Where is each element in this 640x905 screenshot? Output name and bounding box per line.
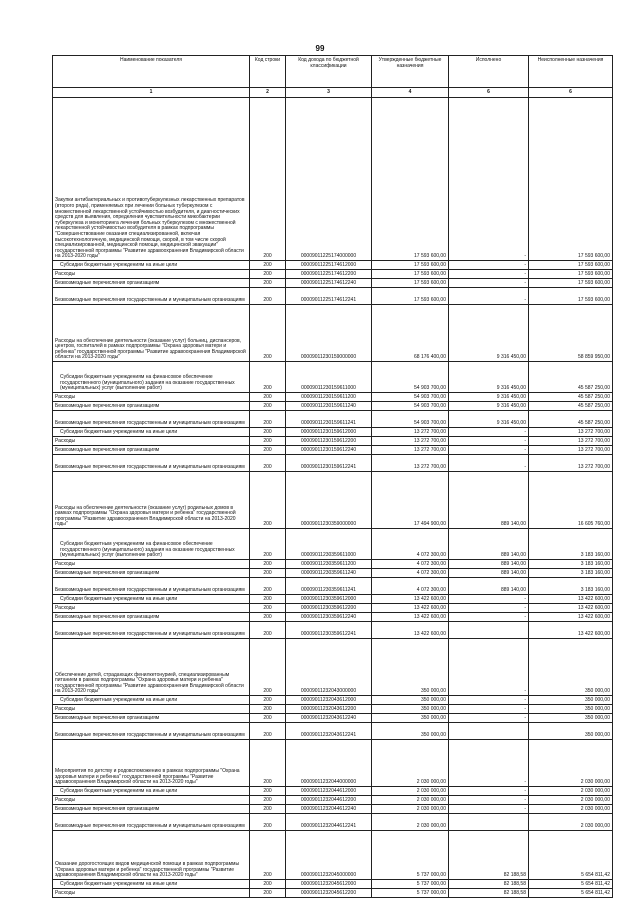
budget-code-cell: 00009011225174000000 [286, 98, 372, 261]
unexecuted-amount-cell: 5 654 811,42 [529, 831, 613, 880]
indicator-name-cell: Расходы [53, 705, 250, 714]
line-code-cell: 200 [250, 288, 286, 305]
table-row [53, 696, 613, 705]
indicator-name-cell: Расходы [53, 796, 250, 805]
line-code-cell: 200 [250, 437, 286, 446]
executed-amount-cell: - [449, 437, 529, 446]
approved-amount-cell: 17 593 600,00 [372, 261, 449, 270]
approved-amount-cell: 13 422 600,00 [372, 595, 449, 604]
table-row [53, 529, 613, 560]
unexecuted-amount-cell: 13 272 700,00 [529, 437, 613, 446]
budget-execution-table [52, 55, 613, 898]
indicator-name-cell: Безвозмездные перечисления государственным и муниципальным организациям [53, 723, 250, 740]
line-code-cell: 200 [250, 889, 286, 898]
line-code-cell: 200 [250, 446, 286, 455]
executed-amount-cell: 889 140,00 [449, 560, 529, 569]
unexecuted-amount-cell: 45 587 250,00 [529, 402, 613, 411]
indicator-name-cell: Безвозмездные перечисления организациям [53, 402, 250, 411]
table-row [53, 569, 613, 578]
line-code-cell: 200 [250, 714, 286, 723]
line-code-cell: 200 [250, 393, 286, 402]
unexecuted-amount-cell: 17 593 600,00 [529, 288, 613, 305]
budget-code-cell: 00009011230359612240 [286, 613, 372, 622]
approved-amount-cell: 13 272 700,00 [372, 455, 449, 472]
column-number: 2 [250, 88, 286, 98]
line-code-cell: 200 [250, 560, 286, 569]
indicator-name-cell: Безвозмездные перечисления государственным и муниципальным организациям [53, 411, 250, 428]
indicator-name-cell: Безвозмездные перечисления государственным и муниципальным организациям [53, 622, 250, 639]
table-row [53, 787, 613, 796]
indicator-name-cell: Расходы [53, 270, 250, 279]
executed-amount-cell: - [449, 455, 529, 472]
executed-amount-cell: - [449, 595, 529, 604]
unexecuted-amount-cell: 2 030 000,00 [529, 814, 613, 831]
unexecuted-amount-cell: 3 183 160,00 [529, 560, 613, 569]
table-row [53, 261, 613, 270]
unexecuted-amount-cell: 13 272 700,00 [529, 428, 613, 437]
line-code-cell: 200 [250, 98, 286, 261]
budget-code-cell: 00009011232044612241 [286, 814, 372, 831]
unexecuted-amount-cell: 5 654 811,42 [529, 889, 613, 898]
budget-code-cell: 00009011230159611241 [286, 411, 372, 428]
approved-amount-cell: 17 593 600,00 [372, 288, 449, 305]
budget-code-cell: 00009011230359612200 [286, 604, 372, 613]
executed-amount-cell: 9 316 450,00 [449, 305, 529, 362]
column-number: 6 [449, 88, 529, 98]
indicator-name-cell: Обеспечение детей, страдающих фенилкетонурией, специализированным питанием в рамках подпрограммы "Охрана здоровья матери и ребенка" государственной программы "Развитие здравоохранения Владимирской области на 2013-2020 годы" [53, 639, 250, 696]
table-row [53, 604, 613, 613]
approved-amount-cell: 54 903 700,00 [372, 362, 449, 393]
table-header-row [53, 56, 613, 88]
indicator-name-cell: Расходы [53, 560, 250, 569]
indicator-name-cell: Субсидии бюджетным учреждениям на иные цели [53, 428, 250, 437]
table-row [53, 880, 613, 889]
executed-amount-cell: 9 316 450,00 [449, 362, 529, 393]
table-row [53, 740, 613, 787]
budget-code-cell: 00009011225174612240 [286, 279, 372, 288]
unexecuted-amount-cell: 350 000,00 [529, 714, 613, 723]
executed-amount-cell [449, 814, 529, 831]
unexecuted-amount-cell: 16 605 760,00 [529, 472, 613, 529]
executed-amount-cell: 889 140,00 [449, 569, 529, 578]
budget-code-cell: 00009011225174612000 [286, 261, 372, 270]
unexecuted-amount-cell: 2 030 000,00 [529, 796, 613, 805]
line-code-cell: 200 [250, 639, 286, 696]
indicator-name-cell: Расходы на обеспечение деятельности (оказание услуг) родильных домов в рамках подпрограммы "Охрана здоровья матери и ребенка" государственной программы "Развитие здравоохранения Владимирской области на 2013-2020 годы" [53, 472, 250, 529]
indicator-name-cell: Безвозмездные перечисления государственным и муниципальным организациям [53, 814, 250, 831]
line-code-cell: 200 [250, 622, 286, 639]
line-code-cell: 200 [250, 740, 286, 787]
budget-code-cell: 00009011230359000000 [286, 472, 372, 529]
table-row [53, 362, 613, 393]
page-number: 99 [315, 44, 325, 53]
approved-amount-cell: 17 593 600,00 [372, 98, 449, 261]
table-row [53, 723, 613, 740]
executed-amount-cell: - [449, 805, 529, 814]
budget-code-cell: 00009011230159611240 [286, 402, 372, 411]
executed-amount-cell: - [449, 787, 529, 796]
executed-amount-cell: - [449, 288, 529, 305]
table-row [53, 393, 613, 402]
approved-amount-cell: 13 422 600,00 [372, 622, 449, 639]
line-code-cell: 200 [250, 696, 286, 705]
approved-amount-cell: 54 903 700,00 [372, 411, 449, 428]
header-budget-code: Код дохода по бюджетной классификации [286, 56, 372, 88]
table-row [53, 805, 613, 814]
budget-code-cell: 00009011232043000000 [286, 639, 372, 696]
approved-amount-cell: 350 000,00 [372, 723, 449, 740]
indicator-name-cell: Субсидии бюджетным учреждениям на иные цели [53, 880, 250, 889]
budget-code-cell: 00009011225174612200 [286, 270, 372, 279]
indicator-name-cell: Субсидии бюджетным учреждениям на финансовое обеспечение государственного (муниципального) задания на оказание государственных (муниципальных) услуг (выполнение работ) [53, 529, 250, 560]
approved-amount-cell: 2 030 000,00 [372, 814, 449, 831]
unexecuted-amount-cell: 58 859 950,00 [529, 305, 613, 362]
budget-code-cell: 00009011230159612200 [286, 437, 372, 446]
header-approved: Утвержденные бюджетные назначения [372, 56, 449, 88]
budget-code-cell: 00009011230159612241 [286, 455, 372, 472]
approved-amount-cell: 4 072 300,00 [372, 529, 449, 560]
executed-amount-cell: 889 140,00 [449, 529, 529, 560]
approved-amount-cell: 4 072 300,00 [372, 569, 449, 578]
budget-code-cell: 00009011230159612000 [286, 428, 372, 437]
approved-amount-cell: 2 030 000,00 [372, 805, 449, 814]
approved-amount-cell: 13 422 600,00 [372, 613, 449, 622]
indicator-name-cell: Субсидии бюджетным учреждениям на иные цели [53, 696, 250, 705]
executed-amount-cell: - [449, 639, 529, 696]
budget-code-cell: 00009011232044612000 [286, 787, 372, 796]
budget-code-cell: 00009011230359612000 [286, 595, 372, 604]
approved-amount-cell: 13 272 700,00 [372, 428, 449, 437]
approved-amount-cell: 17 494 900,00 [372, 472, 449, 529]
approved-amount-cell: 5 737 000,00 [372, 831, 449, 880]
approved-amount-cell: 2 030 000,00 [372, 796, 449, 805]
budget-code-cell: 00009011232043612200 [286, 705, 372, 714]
unexecuted-amount-cell: 17 593 600,00 [529, 279, 613, 288]
approved-amount-cell: 4 072 300,00 [372, 560, 449, 569]
line-code-cell: 200 [250, 402, 286, 411]
indicator-name-cell: Субсидии бюджетным учреждениям на иные цели [53, 261, 250, 270]
table-row [53, 831, 613, 880]
indicator-name-cell: Оказание дорогостоящих видов медицинской помощи в рамках подпрограммы "Охрана здоровья матери и ребенка" государственной программы "Развитие здравоохранения Владимирской области на 2013-2020 годы" [53, 831, 250, 880]
executed-amount-cell: - [449, 740, 529, 787]
indicator-name-cell: Мероприятия по детству и родовспоможению в рамках подпрограммы "Охрана здоровья матери и ребенка" государственной программы "Развитие здравоохранения Владимирской области на 2013-2020 годы" [53, 740, 250, 787]
line-code-cell: 200 [250, 270, 286, 279]
indicator-name-cell: Безвозмездные перечисления организациям [53, 714, 250, 723]
unexecuted-amount-cell: 45 587 250,00 [529, 393, 613, 402]
executed-amount-cell: 9 316 450,00 [449, 411, 529, 428]
indicator-name-cell: Безвозмездные перечисления государственным и муниципальным организациям [53, 288, 250, 305]
budget-code-cell: 00009011230359612241 [286, 622, 372, 639]
unexecuted-amount-cell: 350 000,00 [529, 639, 613, 696]
line-code-cell: 200 [250, 411, 286, 428]
line-code-cell: 200 [250, 305, 286, 362]
unexecuted-amount-cell: 350 000,00 [529, 696, 613, 705]
line-code-cell: 200 [250, 569, 286, 578]
executed-amount-cell: - [449, 613, 529, 622]
unexecuted-amount-cell: 13 272 700,00 [529, 455, 613, 472]
unexecuted-amount-cell: 13 422 600,00 [529, 622, 613, 639]
table-row [53, 437, 613, 446]
approved-amount-cell: 68 176 400,00 [372, 305, 449, 362]
budget-code-cell: 00009011232045000000 [286, 831, 372, 880]
unexecuted-amount-cell: 17 593 600,00 [529, 98, 613, 261]
line-code-cell: 200 [250, 880, 286, 889]
unexecuted-amount-cell: 13 272 700,00 [529, 446, 613, 455]
indicator-name-cell: Безвозмездные перечисления государственным и муниципальным организациям [53, 578, 250, 595]
executed-amount-cell [449, 622, 529, 639]
budget-code-cell: 00009011230359611241 [286, 578, 372, 595]
budget-code-cell: 00009011230359611240 [286, 569, 372, 578]
budget-code-cell: 00009011232043612000 [286, 696, 372, 705]
unexecuted-amount-cell: 3 183 160,00 [529, 529, 613, 560]
table-row [53, 411, 613, 428]
unexecuted-amount-cell: 2 030 000,00 [529, 805, 613, 814]
executed-amount-cell: 82 188,58 [449, 889, 529, 898]
approved-amount-cell: 2 030 000,00 [372, 787, 449, 796]
budget-code-cell: 00009011232044612200 [286, 796, 372, 805]
column-number: 1 [53, 88, 250, 98]
budget-code-cell: 00009011232045612200 [286, 889, 372, 898]
line-code-cell: 200 [250, 472, 286, 529]
executed-amount-cell: - [449, 714, 529, 723]
table-row [53, 446, 613, 455]
line-code-cell: 200 [250, 805, 286, 814]
table-row [53, 622, 613, 639]
indicator-name-cell: Безвозмездные перечисления организациям [53, 446, 250, 455]
column-number: 6 [529, 88, 613, 98]
line-code-cell: 200 [250, 428, 286, 437]
table-row [53, 639, 613, 696]
table-row [53, 889, 613, 898]
executed-amount-cell: - [449, 279, 529, 288]
table-row [53, 595, 613, 604]
executed-amount-cell: - [449, 261, 529, 270]
line-code-cell: 200 [250, 723, 286, 740]
approved-amount-cell: 54 903 700,00 [372, 402, 449, 411]
unexecuted-amount-cell: 45 587 250,00 [529, 411, 613, 428]
unexecuted-amount-cell: 17 593 600,00 [529, 270, 613, 279]
executed-amount-cell: - [449, 446, 529, 455]
line-code-cell: 200 [250, 613, 286, 622]
indicator-name-cell: Субсидии бюджетным учреждениям на финансовое обеспечение государственного (муниципального) задания на оказание государственных (муниципальных) услуг (выполнение работ) [53, 362, 250, 393]
header-indicator-name: Наименование показателя [53, 56, 250, 88]
approved-amount-cell: 5 737 000,00 [372, 880, 449, 889]
executed-amount-cell: - [449, 98, 529, 261]
table-row [53, 560, 613, 569]
unexecuted-amount-cell: 2 030 000,00 [529, 740, 613, 787]
table-row [53, 428, 613, 437]
indicator-name-cell: Безвозмездные перечисления организациям [53, 279, 250, 288]
budget-code-cell: 00009011225174612241 [286, 288, 372, 305]
approved-amount-cell: 13 422 600,00 [372, 604, 449, 613]
budget-code-cell: 00009011232044000000 [286, 740, 372, 787]
unexecuted-amount-cell: 3 183 160,00 [529, 578, 613, 595]
indicator-name-cell: Субсидии бюджетным учреждениям на иные цели [53, 787, 250, 796]
table-row [53, 613, 613, 622]
table-row [53, 288, 613, 305]
table-row [53, 402, 613, 411]
header-line-code: Код строки [250, 56, 286, 88]
executed-amount-cell: 9 316 450,00 [449, 402, 529, 411]
executed-amount-cell: 889 140,00 [449, 472, 529, 529]
executed-amount-cell: 82 188,58 [449, 880, 529, 889]
table-row [53, 714, 613, 723]
line-code-cell: 200 [250, 814, 286, 831]
unexecuted-amount-cell: 13 422 600,00 [529, 595, 613, 604]
executed-amount-cell: - [449, 428, 529, 437]
indicator-name-cell: Безвозмездные перечисления организациям [53, 613, 250, 622]
approved-amount-cell: 350 000,00 [372, 705, 449, 714]
approved-amount-cell: 54 903 700,00 [372, 393, 449, 402]
table-row [53, 472, 613, 529]
unexecuted-amount-cell: 13 422 600,00 [529, 613, 613, 622]
budget-code-cell: 00009011232043612240 [286, 714, 372, 723]
column-number: 4 [372, 88, 449, 98]
budget-code-cell: 00009011230159000000 [286, 305, 372, 362]
budget-code-cell: 00009011230159611000 [286, 362, 372, 393]
table-row [53, 98, 613, 261]
unexecuted-amount-cell: 45 587 250,00 [529, 362, 613, 393]
unexecuted-amount-cell: 13 422 600,00 [529, 604, 613, 613]
approved-amount-cell: 17 593 600,00 [372, 270, 449, 279]
executed-amount-cell: 82 188,58 [449, 831, 529, 880]
executed-amount-cell: 889 140,00 [449, 578, 529, 595]
table-row [53, 270, 613, 279]
line-code-cell: 200 [250, 578, 286, 595]
indicator-name-cell: Расходы на обеспечение деятельности (оказание услуг) больниц, диспансеров, центров, госпиталей в рамках подпрограммы "Охрана здоровья матери и ребенка" государственной программы "Развитие здравоохранения Владимирской области на 2013-2020 годы" [53, 305, 250, 362]
executed-amount-cell: - [449, 696, 529, 705]
line-code-cell: 200 [250, 787, 286, 796]
table-body [53, 98, 613, 898]
table-row [53, 796, 613, 805]
header-unexecuted: Неисполненные назначения [529, 56, 613, 88]
line-code-cell: 200 [250, 529, 286, 560]
indicator-name-cell: Безвозмездные перечисления организациям [53, 805, 250, 814]
line-code-cell: 200 [250, 831, 286, 880]
executed-amount-cell [449, 723, 529, 740]
approved-amount-cell: 350 000,00 [372, 714, 449, 723]
budget-code-cell: 00009011232043612241 [286, 723, 372, 740]
budget-code-cell: 00009011232044612240 [286, 805, 372, 814]
approved-amount-cell: 4 072 300,00 [372, 578, 449, 595]
executed-amount-cell: - [449, 270, 529, 279]
indicator-name-cell: Закупки антибактериальных и противотуберкулезных лекарственных препаратов (второго ряда), применяемых при лечении больных туберкулезом с множественной лекарственной устойчивостью возбудителя, и диагностических средств для выявления, определения чувствительности микобактерии туберкулеза и мониторинга лечения больных туберкулезом с множественной лекарственной устойчивостью возбудителя в рамках подпрограммы "Совершенствование оказания специализированной, включая высокотехнологичную, медицинской помощи, скорой, в том числе скорой специализированной, медицинской помощи, медицинской эвакуации" государственной программы "Развитие здравоохранения Владимирской области на 2013-2020 годы" [53, 98, 250, 261]
indicator-name-cell: Расходы [53, 889, 250, 898]
line-code-cell: 200 [250, 362, 286, 393]
table-row [53, 455, 613, 472]
approved-amount-cell: 13 272 700,00 [372, 437, 449, 446]
indicator-name-cell: Безвозмездные перечисления организациям [53, 569, 250, 578]
approved-amount-cell: 350 000,00 [372, 639, 449, 696]
line-code-cell: 200 [250, 705, 286, 714]
unexecuted-amount-cell: 350 000,00 [529, 723, 613, 740]
indicator-name-cell: Расходы [53, 393, 250, 402]
budget-code-cell: 00009011230359611000 [286, 529, 372, 560]
line-code-cell: 200 [250, 604, 286, 613]
indicator-name-cell: Субсидии бюджетным учреждениям на иные цели [53, 595, 250, 604]
indicator-name-cell: Расходы [53, 604, 250, 613]
unexecuted-amount-cell: 350 000,00 [529, 705, 613, 714]
indicator-name-cell: Безвозмездные перечисления государственным и муниципальным организациям [53, 455, 250, 472]
unexecuted-amount-cell: 5 654 811,42 [529, 880, 613, 889]
indicator-name-cell: Расходы [53, 437, 250, 446]
table-row [53, 305, 613, 362]
executed-amount-cell: - [449, 796, 529, 805]
approved-amount-cell: 17 593 600,00 [372, 279, 449, 288]
approved-amount-cell: 5 737 000,00 [372, 889, 449, 898]
approved-amount-cell: 13 272 700,00 [372, 446, 449, 455]
line-code-cell: 200 [250, 279, 286, 288]
column-number-row [53, 88, 613, 98]
budget-code-cell: 00009011230159611200 [286, 393, 372, 402]
table-row [53, 814, 613, 831]
column-number: 3 [286, 88, 372, 98]
budget-code-cell: 00009011230359611200 [286, 560, 372, 569]
executed-amount-cell: - [449, 705, 529, 714]
line-code-cell: 200 [250, 455, 286, 472]
table-row [53, 279, 613, 288]
line-code-cell: 200 [250, 261, 286, 270]
unexecuted-amount-cell: 3 183 160,00 [529, 569, 613, 578]
table-row [53, 578, 613, 595]
unexecuted-amount-cell: 17 593 600,00 [529, 261, 613, 270]
budget-code-cell: 00009011230159612240 [286, 446, 372, 455]
line-code-cell: 200 [250, 595, 286, 604]
table-row [53, 705, 613, 714]
line-code-cell: 200 [250, 796, 286, 805]
executed-amount-cell: 9 316 450,00 [449, 393, 529, 402]
budget-code-cell: 00009011232045612000 [286, 880, 372, 889]
approved-amount-cell: 350 000,00 [372, 696, 449, 705]
header-executed: Исполнено [449, 56, 529, 88]
approved-amount-cell: 2 030 000,00 [372, 740, 449, 787]
executed-amount-cell: - [449, 604, 529, 613]
unexecuted-amount-cell: 2 030 000,00 [529, 787, 613, 796]
